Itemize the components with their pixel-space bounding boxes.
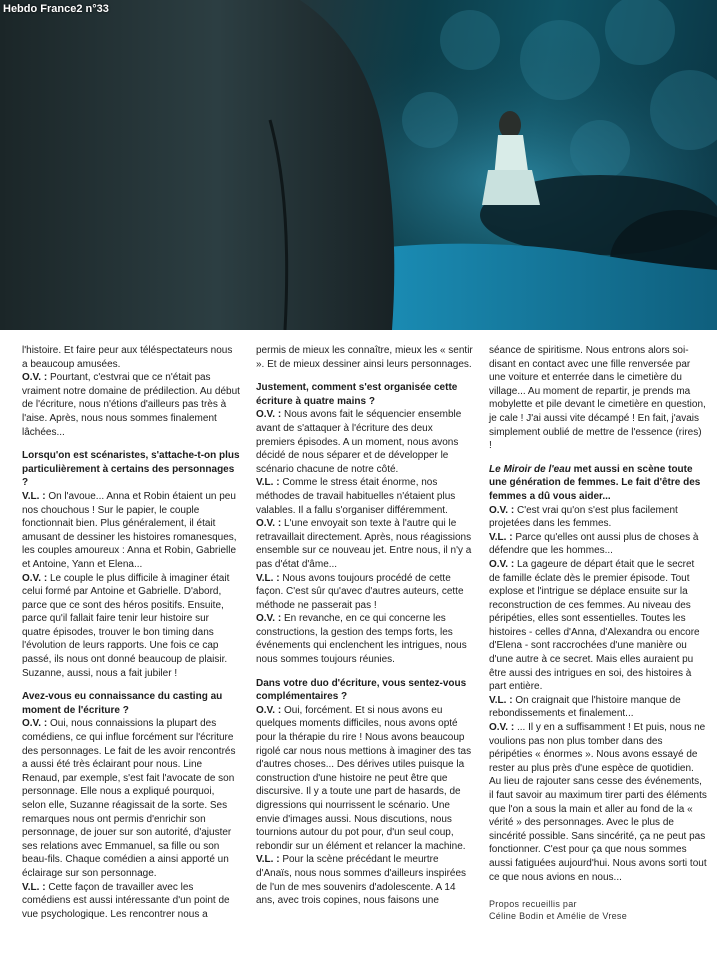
question: Lorsqu'on est scénaristes, s'attache-t-on plus particulièrement à certains des personnages ? — [22, 450, 240, 489]
question: Avez-vous eu connaissance du casting au moment de l'écriture ? — [22, 691, 223, 716]
answer-text: Pourtant, c'estvrai que ce n'était pas vraiment notre domaine de prédilection. Au début de l'écriture, nous n'étions d'ailleurs pas très à l'aise. Après, nous nous sommes finalement lâchées... — [22, 372, 240, 438]
answer — [256, 517, 474, 571]
paragraph-text: l'histoire. Et faire peur aux téléspectateurs nous a beaucoup amusées. — [22, 345, 233, 370]
paragraph — [22, 344, 240, 371]
question-text: met aussi en scène toute une génération de femmes. Le fait d'être des femmes a dû vous aider... — [489, 463, 701, 502]
speaker-label: V.L. : — [489, 694, 513, 706]
question: Justement, comment s'est organisée cette écriture à quatre mains ? — [256, 382, 458, 407]
answer-text: Pour la scène précédant le meurtre d'Anaïs, nous nous sommes d'ailleurs inspirées de l'un de mes souvenirs d'adolescente. A 14 ans, avec trois copines, nous faisons une — [256, 854, 467, 907]
answer — [256, 612, 474, 666]
answer — [489, 531, 707, 558]
answer-text: Comme le stress était énorme, nos méthodes de travail habituelles n'étaient plus valables. Il a fallu s'organiser différemment. — [256, 477, 456, 516]
speaker-label: V.L. : — [256, 477, 280, 489]
series-title: Le Miroir de l'eau — [489, 463, 571, 475]
byline-intro: Propos recueillis par — [489, 899, 577, 910]
answer — [256, 476, 474, 517]
question — [489, 463, 707, 504]
answer-text: Cette façon de travailler avec les comédiens est aussi intéressante d'un point de vue psychologique. Les rencontrer nous a — [22, 881, 230, 920]
answer-text: L'une envoyait son texte à l'autre qui le retravaillait directement. Après, nous réagissions ensemble sur ce nouveau jet. Entre nous, il n'y a pas d'état d'âme... — [256, 518, 472, 570]
answer-text: Parce qu'elles ont aussi plus de choses à défendre que les hommes... — [489, 531, 699, 557]
speaker-label: V.L. : — [256, 572, 280, 584]
speaker-label: V.L. : — [256, 854, 280, 866]
answer-text: On craignait que l'histoire manque de rebondissements et finalement... — [489, 694, 681, 720]
speaker-label: O.V. : — [22, 372, 48, 384]
paragraph-text: séance de spiritisme. Nous entrons alors soi-disant en contact avec une fille renversée par une voiture et enterrée dans le cimetière du village... Au moment de repartir, je prends ma mobylette et pile devant le cimetière en question, je cale ! J'ai aussi vite décampé ! En fait, j'avais simplement oublié de mettre de l'essence (rires) ! — [489, 345, 706, 452]
answer — [22, 572, 240, 681]
answer — [22, 881, 240, 922]
answer — [22, 717, 240, 880]
answer — [22, 490, 240, 572]
magazine-caption: Hebdo France2 n°33 — [3, 3, 109, 15]
speaker-label: V.L. : — [489, 531, 513, 543]
byline-authors: Céline Bodin et Amélie de Vrese — [489, 911, 628, 922]
hero-photo — [0, 0, 717, 330]
answer — [489, 721, 707, 884]
speaker-label: V.L. : — [22, 881, 46, 893]
answer — [256, 704, 474, 854]
speaker-label: O.V. : — [489, 558, 515, 570]
paragraph — [489, 344, 707, 453]
answer-text: Oui, nous connaissions la plupart des comédiens, ce qui influe forcément sur l'écriture des personnages. Le fait de les avoir rencontrés a aussi été très éclairant pour nous. Line Renaud, par exemple, s'est fait l'avocate de son personnage. Elle nous a expliqué pourquoi, selon elle, Suzanne réagissait de la sorte. Ses remarques nous ont permis d'enrichir son personnage, de jouer sur son autorité, d'ajuster ses relations avec Emmanuel, sa fille ou son beau-fils. Chaque comédien a ainsi apporté un éclairage sur son personnage. — [22, 718, 236, 879]
answer — [489, 694, 707, 721]
answer-text: Oui, forcément. Et si nous avons eu quelques moments difficiles, nous avons opté pour la thérapie du rire ! Nous avons beaucoup rigolé car nous nous mettions à imaginer des tas d'autres choses... Des dérives utiles puisque la construction d'une histoire ne peut être que discursive. Il y a toute une part de hasards, de digressions qui nourrissent le scénario. Une envie d'images aussi. Nous discutions, nous tournions autour du pot pour, d'un seul coup, rebondir sur un élément et relancer la machine. — [256, 704, 472, 852]
speaker-label: O.V. : — [489, 722, 515, 734]
speaker-label: O.V. : — [256, 704, 282, 716]
speaker-label: O.V. : — [22, 572, 48, 584]
answer — [256, 853, 474, 907]
answer — [489, 504, 707, 531]
speaker-label: V.L. : — [22, 490, 46, 502]
answer-text: Nous avons fait le séquencier ensemble avant de s'attaquer à l'écriture des deux premiers épisodes. A un moment, nous avons décidé de nous séparer et de développer le scénario chacune de notre côté. — [256, 409, 462, 475]
answer-text: C'est vrai qu'on s'est plus facilement projetées dans les femmes. — [489, 504, 678, 530]
speaker-label: O.V. : — [256, 409, 282, 421]
answer — [256, 408, 474, 476]
coat-figure — [0, 0, 394, 330]
question: Dans votre duo d'écriture, vous sentez-vous complémentaires ? — [256, 677, 467, 703]
answer — [489, 558, 707, 694]
byline — [489, 898, 707, 922]
article-column-3 — [489, 344, 707, 932]
answer-text: En revanche, en ce qui concerne les constructions, la gestion des temps forts, les événements qui enclenchent les intrigues, nous nous sommes toujours réunies. — [256, 613, 467, 666]
speaker-label: O.V. : — [22, 718, 48, 730]
article-column-2 — [256, 344, 474, 908]
answer — [22, 371, 240, 439]
speaker-label: O.V. : — [256, 613, 282, 625]
article-column-1 — [22, 344, 240, 921]
speaker-label: O.V. : — [489, 504, 515, 516]
answer — [256, 572, 474, 613]
speaker-label: O.V. : — [256, 518, 282, 530]
answer-text: Le couple le plus difficile à imaginer était celui formé par Antoine et Gabrielle. D'abord, parce que ce sont des héros positifs. Ensuite, parce qu'il fallait faire tenir leur histoire sur quatre épisodes, trouver le bon timing dans l'évolution de leurs rapports. Une fois ce cap passé, ils nous ont donné beaucoup de plaisir. Suzanne, aussi, nous a fait jubiler ! — [22, 572, 230, 679]
paragraph — [256, 344, 474, 371]
answer-text: La gageure de départ était que le secret de famille éclate dès le premier épisode. Tout explose et l'intrigue se déplace ensuite sur la reconstruction de ces femmes. Au niveau des péripéties, elles sont essentielles. Toutes les histoires - celles d'Anna, d'Alexandra ou encore d'Elena - sont raccrochées d'une manière ou d'une autre à ce secret. Mais elles auraient pu être aussi des intrigues en soi, des histoires à part entière. — [489, 558, 700, 693]
hero-illustration — [0, 0, 717, 330]
answer-text: ... Il y en a suffisamment ! Et puis, nous ne voulions pas non plus tomber dans des péripéties « énormes ». Nous avons essayé de rester au plus près d'une espèce de quotidien. Au lieu de rajouter sans cesse des événements, il faut savoir au maximum tirer parti des éléments que l'on a sous la main et aller au fond de la « vérité » des personnages. Avec le plus de sincérité possible. Sans sincérité, ça ne peut pas fonctionner. C'est pour ça que nous sommes aussi fatiguées aujourd'hui. Nous avons sorti tout ce que nous avions en nous... — [489, 722, 707, 883]
answer-text: Nous avons toujours procédé de cette façon. C'est sûr qu'avec d'autres auteurs, cette méthode ne passerait pas ! — [256, 572, 464, 611]
paragraph-text: permis de mieux les connaître, mieux les « sentir ». Et de mieux dessiner ainsi leurs personnages. — [256, 345, 473, 370]
answer-text: On l'avoue... Anna et Robin étaient un peu nos chouchous ! Sur le papier, le couple fonctionnait bien. Plus généralement, il était amusant de dessiner les histoires romanesques, les couples amoureux : Anna et Robin, Gabrielle et Antoine, Yann et Elena... — [22, 490, 237, 570]
